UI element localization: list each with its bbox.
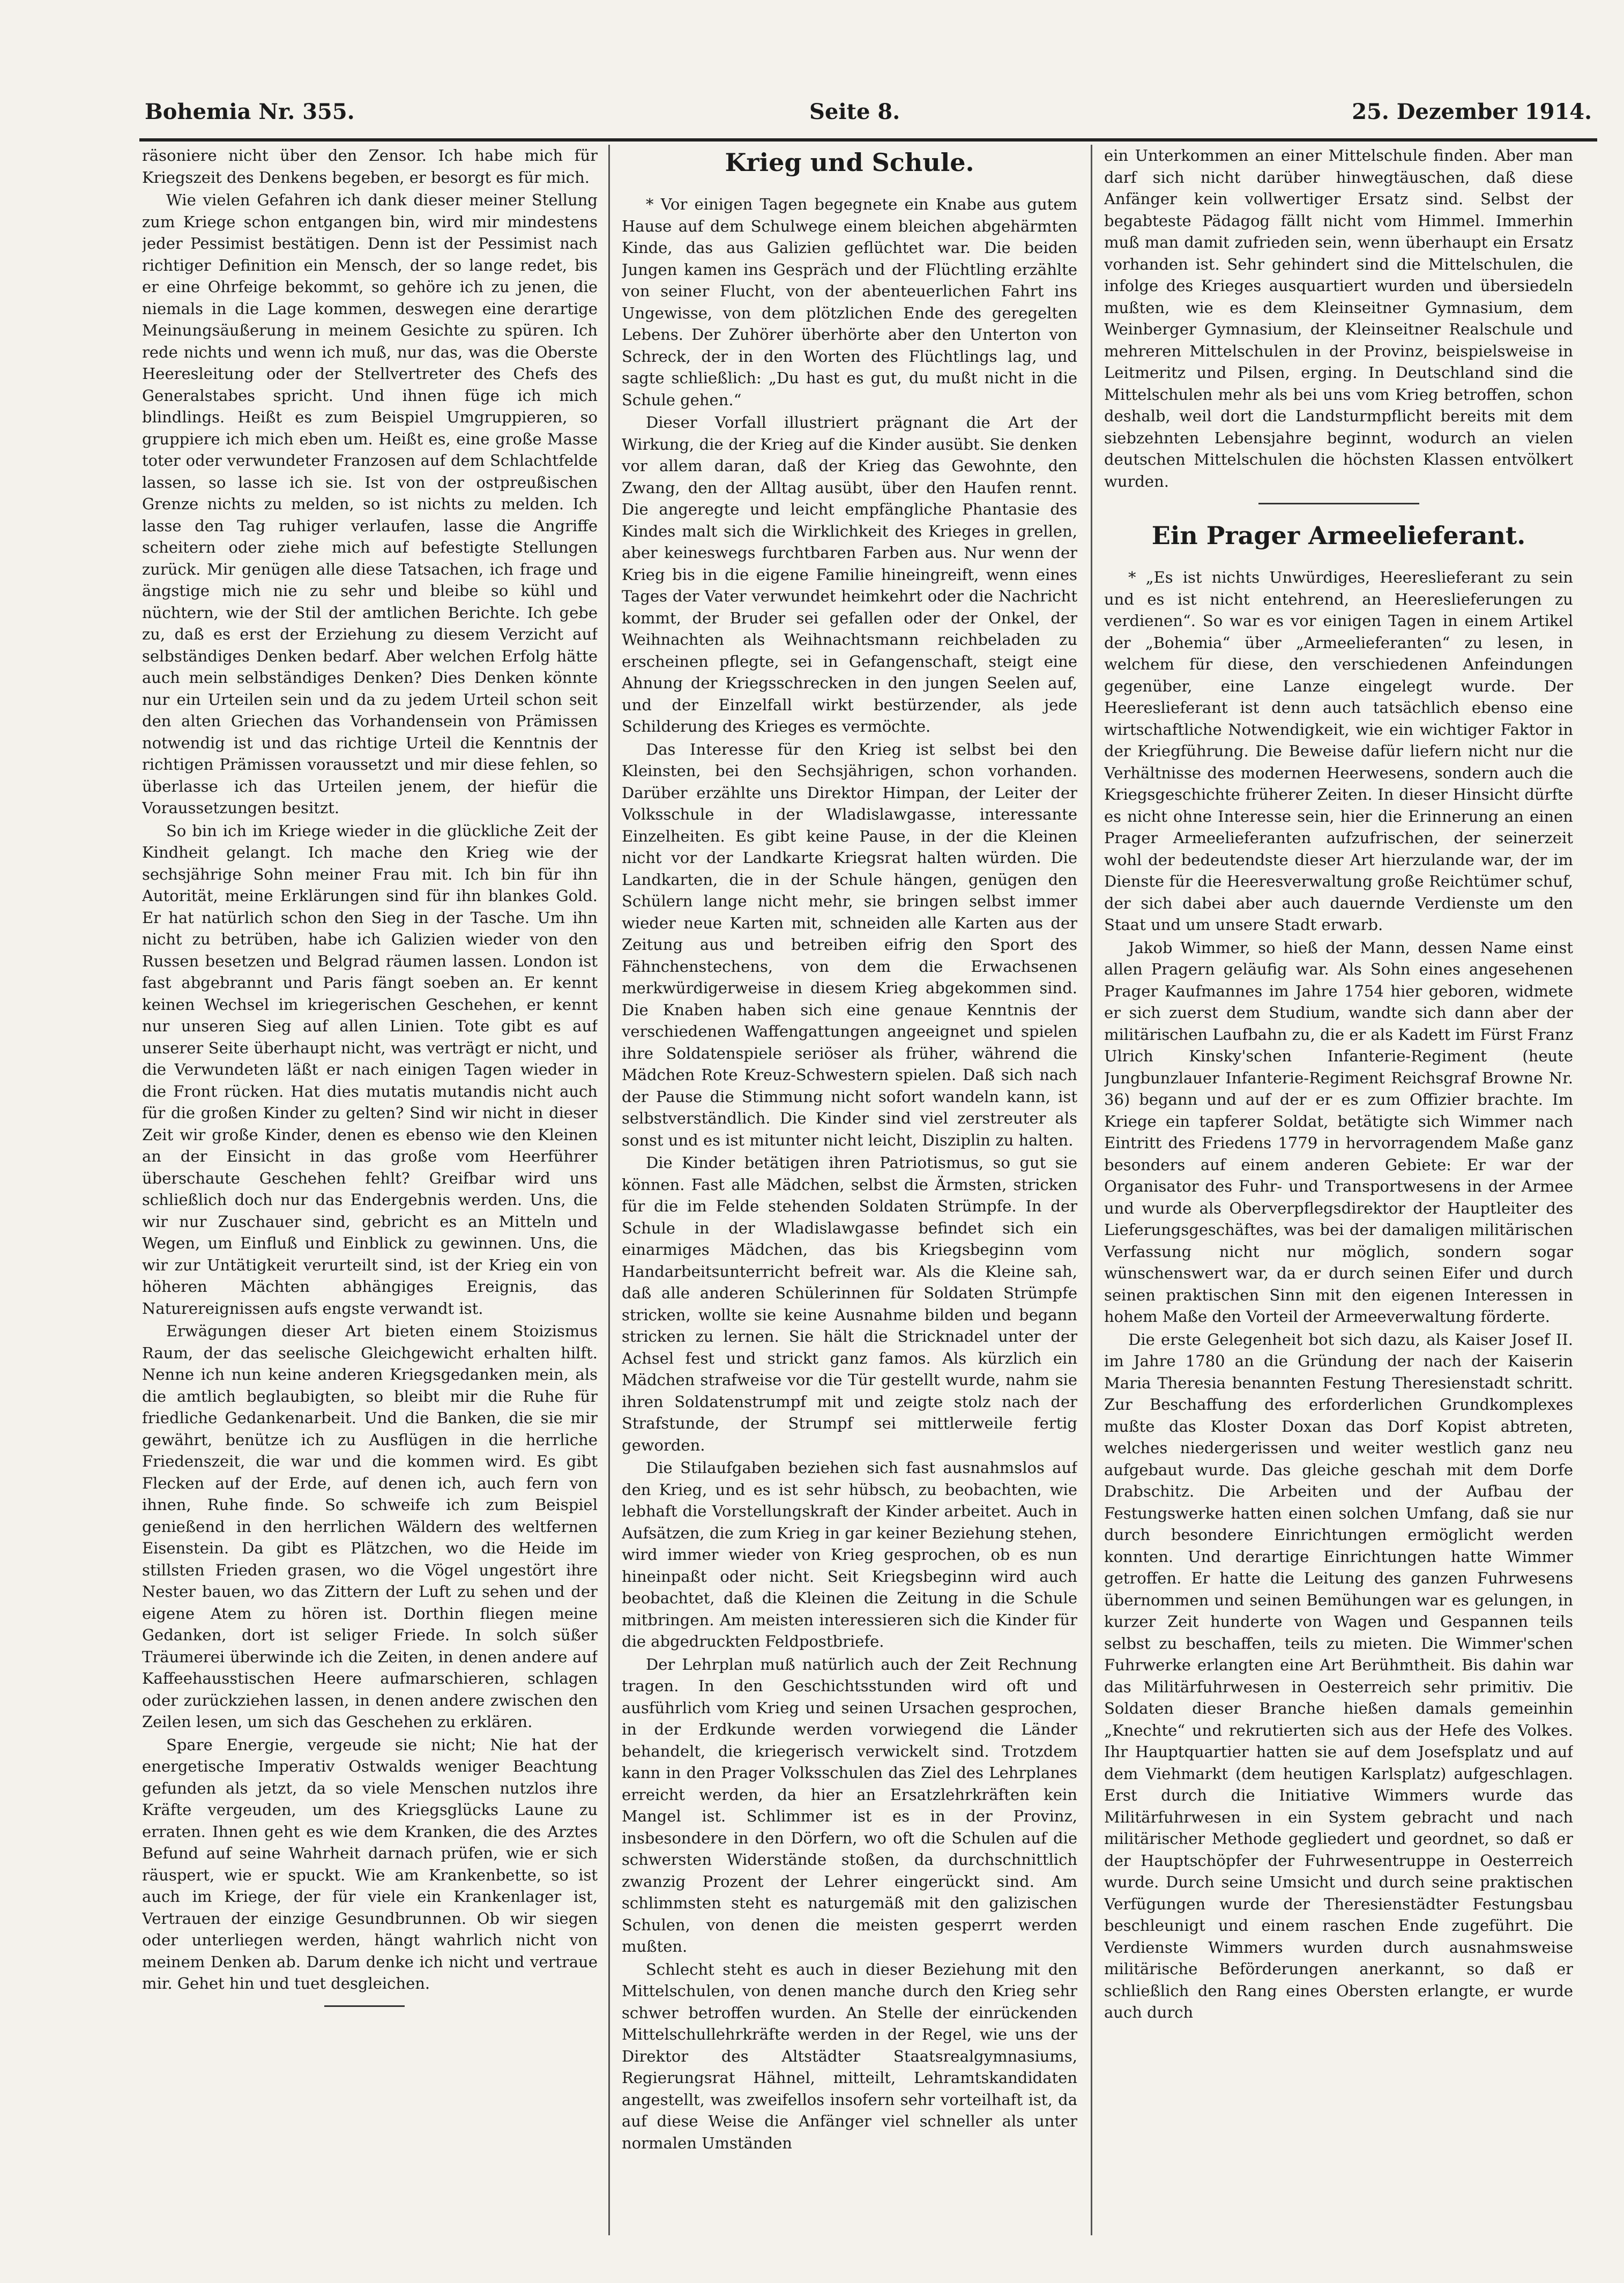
article-paragraph: Spare Energie, vergeude sie nicht; Nie hat der energetische Imperativ Ostwalds weniger Beachtung gefunden als jetzt, da so viele Menschen nutzlos ihre Kräfte vergeuden, um des Kriegsglücks Laune zu erraten. Ihnen geht es wie dem Kranken, die des Arztes Befund auf seine Wahrheit darnach prüfen, wie er sich räuspert, wie er spuckt. Wie am Krankenbette, so ist auch im Kriege, der für viele ein Krankenlager ist, Vertrauen der einzige Gesundbrunnen. Ob wir siegen oder unterliegen werden, hängt wahrlich nicht von meinem Denken ab. Darum denke ich nicht und vertraue mir. Gehet hin und tuet desgleichen. bbox=[142, 1735, 598, 1992]
column-divider bbox=[608, 145, 610, 2235]
article-paragraph: ein Unterkommen an einer Mittelschule finden. Aber man darf sich nicht darüber hinwegtäuschen, daß diese Anfänger kein vollwertiger Ersatz sind. Selbst der begabteste Pädagog fällt nicht vom Himmel. Immerhin muß man damit zufrieden sein, wenn überhaupt ein Ersatz vorhanden ist. Sehr gehindert sind die Mittelschulen, die infolge des Krieges ausquartiert wurden und übersiedeln mußten, wie es dem Kleinseitner Gymnasium, dem Weinberger Gymnasium, der Kleinseitner Realschule und mehreren Mittelschulen in der Provinz, beispielsweise in Leitmeritz und Pilsen, erging. In Deutschland sind die Mittelschulen mehr als bei uns vom Krieg betroffen, schon deshalb, weil dort die Landsturmpflicht bereits mit dem siebzehnten Lebensjahre beginnt, wodurch an vielen deutschen Mittelschulen die höchsten Klassen entvölkert wurden. bbox=[1104, 146, 1573, 490]
article-paragraph: Die Kinder betätigen ihren Patriotismus, so gut sie können. Fast alle Mädchen, selbst die Ärmsten, stricken für die im Felde stehenden Soldaten Strümpfe. In der Schule in der Wladislawgasse befindet sich ein einarmiges Mädchen, das bis Kriegsbeginn vom Handarbeitsunterricht befreit war. Als die Kleine sah, daß alle anderen Schülerinnen für Soldaten Strümpfe stricken, wollte sie keine Ausnahme bilden und begann stricken zu lernen. Sie hält die Stricknadel unter der Achsel fest und strickt ganz famos. Als kürzlich ein Mädchen strafweise vor die Tür gestellt wurde, nahm sie ihren Soldatenstrumpf mit und zeigte stolz nach der Strafstunde, der Strumpf sei mittlerweile fertig geworden. bbox=[622, 1154, 1077, 1454]
newspaper-issue: Bohemia Nr. 355. bbox=[145, 99, 355, 124]
end-rule bbox=[324, 2005, 405, 2007]
article-headline: Ein Prager Armeelieferant. bbox=[1151, 521, 1526, 550]
article-paragraph: räsoniere nicht über den Zensor. Ich habe mich für Kriegszeit des Denkens begeben, er besorgt es für mich. bbox=[142, 146, 598, 187]
page-number: Seite 8. bbox=[809, 99, 900, 124]
article-paragraph: Der Lehrplan muß natürlich auch der Zeit Rechnung tragen. In den Geschichtsstunden wird oft und ausführlich vom Krieg und seinen Ursachen gesprochen, in der Erdkunde werden vorwiegend die Länder behandelt, die kriegerisch verwickelt sind. Trotzdem kann in den Prager Volksschulen das Ziel des Lehrplanes erreicht werden, da hier an Ersatzlehrkräften kein Mangel ist. Schlimmer ist es in der Provinz, insbesondere in den Dörfern, wo oft die Schulen auf die schwersten Widerstände stoßen, da durchschnittlich zwanzig Prozent der Lehrer eingerückt sind. Am schlimmsten steht es naturgemäß mit den galizischen Schulen, von denen die meisten gesperrt werden mußten. bbox=[622, 1655, 1077, 1955]
article-paragraph: Jakob Wimmer, so hieß der Mann, dessen Name einst allen Pragern geläufig war. Als Sohn eines angesehenen Prager Kaufmannes im Jahre 1754 hier geboren, widmete er sich zuerst dem Studium, wandte sich dann aber der militärischen Laufbahn zu, die er als Kadett im Fürst Franz Ulrich Kinsky'schen Infanterie-Regiment (heute Jungbunzlauer Infanterie-Regiment Reichsgraf Browne Nr. 36) begann und auf der er es zum Offizier brachte. Im Kriege ein tapferer Soldat, betätigte sich Wimmer nach Eintritt des Friedens 1779 in hervorragendem Maße ganz besonders auf einem anderen Gebiete: Er war der Organisator des Fuhr- und Transportwesens in der Armee und wurde als Oberverpflegsdirektor der Hauptleiter des Lieferungsgeschäftes, was bei der damaligen militärischen Verfassung nicht nur möglich, sondern sogar wünschenswert war, da er durch seinen Eifer und durch seinen praktischen Sinn mit den eigenen Interessen in hohem Maße den Vorteil der Armeeverwaltung förderte. bbox=[1104, 938, 1573, 1326]
article-headline: Krieg und Schule. bbox=[725, 148, 974, 177]
issue-date: 25. Dezember 1914. bbox=[1352, 99, 1592, 124]
article-paragraph: So bin ich im Kriege wieder in die glückliche Zeit der Kindheit gelangt. Ich mache den Krieg wie der sechsjährige Sohn meiner Frau mit. Ich bin für ihn Autorität, meine Erklärungen sind für ihn blankes Gold. Er hat natürlich schon den Sieg in der Tasche. Um ihn nicht zu betrüben, habe ich Galizien wieder von den Russen besetzen und Belgrad räumen lassen. London ist fast abgebrannt und Paris fängt soeben an. Er kennt keinen Wechsel im kriegerischen Geschehen, er kennt nur unseren Sieg auf allen Linien. Tote gibt es auf unserer Seite überhaupt nicht, was verträgt er nicht, und die Verwundeten läßt er nach einigen Tagen wieder in die Front rücken. Hat dies mutatis mutandis nicht auch für die großen Kinder zu gelten? Sind wir nicht in dieser Zeit wir große Kinder, denen es ebenso wie den Kleinen an der Einsicht in das große vom Heerführer überschaute Geschehen fehlt? Greifbar wird uns schließlich doch nur das Endergebnis werden. Uns, die wir nur Zuschauer sind, gebricht es an Mitteln und Wegen, um Einfluß und Einblick zu gewinnen. Uns, die wir zur Untätigkeit verurteilt sind, ist der Krieg ein von höheren Mächten abhängiges Ereignis, das Naturereignissen aufs engste verwandt ist. bbox=[142, 821, 598, 1318]
article-paragraph: * Vor einigen Tagen begegnete ein Knabe aus gutem Hause auf dem Schulwege einem bleichen abgehärmten Kinde, das aus Galizien geflüchtet war. Die beiden Jungen kamen ins Gespräch und der Flüchtling erzählte von seiner Flucht, von der abenteuerlichen Fahrt ins Ungewisse, von dem plötzlichen Ende des geregelten Lebens. Der Zuhörer überhörte aber den Unterton von Schreck, der in den Worten des Flüchtlings lag, und sagte schließlich: „Du hast es gut, du mußt nicht in die Schule gehen.“ bbox=[622, 195, 1077, 409]
article-paragraph: Dieser Vorfall illustriert prägnant die Art der Wirkung, die der Krieg auf die Kinder ausübt. Sie denken vor allem daran, daß der Krieg das Gewohnte, den Zwang, den der Alltag ausübt, über den Haufen rennt. Die angeregte und leicht empfängliche Phantasie des Kindes malt sich die Wirklichkeit des Krieges in grellen, aber keineswegs furchtbaren Farben aus. Nur wenn der Krieg bis in die eigene Familie hineingreift, wenn eines Tages der Vater verwundet heimkehrt oder die Nachricht kommt, der Bruder sei gefallen oder der Onkel, der Weihnachten als Weihnachtsmann reichbeladen zu erscheinen pflegte, sei in Gefangenschaft, steigt eine Ahnung der Kriegsschrecken in den jungen Seelen auf, und der Einzelfall wirkt bestürzender, als jede Schilderung des Krieges es vermöchte. bbox=[622, 413, 1077, 735]
column-divider bbox=[1091, 145, 1092, 2235]
article-paragraph: Erwägungen dieser Art bieten einem Stoizismus Raum, der das seelische Gleichgewicht erhalten hilft. Nenne ich nun keine anderen Kriegsgedanken mein, als die amtlich beglaubigten, so bleibt mir die Ruhe für friedliche Gedankenarbeit. Und die Banken, die sie mir gewährt, benütze ich zu Ausflügen in die herrliche Friedenszeit, die war und die kommen wird. Es gibt Flecken auf der Erde, auf denen ich, auch fern von ihnen, Ruhe finde. So schweife ich zum Beispiel genießend in den herrlichen Wäldern des weltfernen Eisenstein. Da gibt es Plätzchen, wo die Heide im stillsten Frieden grasen, wo die Vögel ungestört ihre Nester bauen, wo das Zittern der Luft zu sehen und der eigene Atem zu hören ist. Dorthin fliegen meine Gedanken, dort ist seliger Friede. In solch süßer Träumerei überwinde ich die Zeiten, in denen andere auf Kaffeehausstischen Heere aufmarschieren, schlagen oder zurückziehen lassen, in denen andere zwischen den Zeilen lesen, um sich das Geschehen zu erklären. bbox=[142, 1322, 598, 1731]
article-paragraph: * „Es ist nichts Unwürdiges, Heereslieferant zu sein und es ist nicht entehrend, an Heereslieferungen zu verdienen“. So war es vor einigen Tagen in einem Artikel der „Bohemia“ über „Armeelieferanten“ zu lesen, in welchem für diese, den verschiedenen Anfeindungen gegenüber, eine Lanze eingelegt wurde. Der Heereslieferant ist denn auch tatsächlich ebenso eine wirtschaftliche Notwendigkeit, wie ein wichtiger Faktor in der Kriegführung. Die Beweise dafür liefern nicht nur die Verhältnisse des modernen Heerwesens, sondern auch die Kriegsgeschichte früherer Zeiten. In dieser Hinsicht dürfte es nicht ohne Interesse sein, hier die Erinnerung an einen Prager Armeelieferanten aufzufrischen, der seinerzeit wohl der bedeutendste dieser Art hierzulande war, der im Dienste für die Heeresverwaltung große Reichtümer schuf, der sich dabei aber auch dauernde Verdienste um den Staat und um unsere Stadt erwarb. bbox=[1104, 568, 1573, 934]
column-3 bbox=[1104, 145, 1573, 2235]
page-header bbox=[145, 94, 1592, 137]
article-paragraph: Die erste Gelegenheit bot sich dazu, als Kaiser Josef II. im Jahre 1780 an die Gründung der nach der Kaiserin Maria Theresia benannten Festung Theresienstadt schritt. Zur Beschaffung des erforderlichen Grundkomplexes mußte das Kloster Doxan das Dorf Kopist abtreten, welches niedergerissen und weiter westlich ganz neu aufgebaut wurde. Das gleiche geschah mit dem Dorfe Drabschitz. Die Arbeiten und der Aufbau der Festungswerke hatten einen solchen Umfang, daß sie nur durch besondere Einrichtungen ermöglicht werden konnten. Und derartige Einrichtungen hatte Wimmer getroffen. Er hatte die Leitung des ganzen Fuhrwesens übernommen und seinen Bemühungen war es gelungen, in kurzer Zeit hunderte von Wagen und Gespannen teils selbst zu beschaffen, teils zu mieten. Die Wimmer'schen Fuhrwerke erlangten eine Art Berühmtheit. Bis dahin war das Militärfuhrwesen in Oesterreich sehr primitiv. Die Soldaten dieser Branche hießen damals gemeinhin „Knechte“ und rekrutierten sich aus der Hefe des Volkes. Ihr Hauptquartier hatten sie auf dem Josefsplatz und auf dem Viehmarkt (dem heutigen Karlsplatz) aufgeschlagen. Erst durch die Initiative Wimmers wurde das Militärfuhrwesen in ein System gebracht und nach militärischer Methode gegliedert und geordnet, so daß er der Hauptschöpfer der Fuhrwesentruppe in Oesterreich wurde. Durch seine Umsicht und durch seine praktischen Verfügungen wurde der Theresienstädter Festungsbau beschleunigt und einem raschen Ende zugeführt. Die Verdienste Wimmers wurden durch ausnahmsweise militärische Beförderungen anerkannt, so daß er schließlich den Rang eines Obersten erlangte, er wurde auch durch bbox=[1104, 1330, 1573, 2021]
article-paragraph: Schlecht steht es auch in dieser Beziehung mit den Mittelschulen, von denen manche durch den Krieg sehr schwer betroffen wurden. An Stelle der einrückenden Mittelschullehrkräfte werden in der Regel, wie uns der Direktor des Altstädter Staatsrealgymnasiums, Regierungsrat Hähnel, mitteilt, Lehramtskandidaten angestellt, was zweifellos insofern sehr vorteilhaft ist, da auf diese Weise die Anfänger viel schneller als unter normalen Umständen bbox=[622, 1960, 1077, 2152]
column-2 bbox=[622, 145, 1077, 2235]
article-separator bbox=[1258, 503, 1419, 504]
article-paragraph: Das Interesse für den Krieg ist selbst bei den Kleinsten, bei den Sechsjährigen, schon vorhanden. Darüber erzählte uns Direktor Himpan, der Leiter der Volksschule in der Wladislawgasse, interessante Einzelheiten. Es gibt keine Pause, in der die Kleinen nicht vor der Landkarte Kriegsrat halten würden. Die Landkarten, die in der Schule hängen, genügen den Schülern lange nicht mehr, sie bringen selbst immer wieder neue Karten mit, schneiden alle Karten aus der Zeitung aus und betreiben eifrig den Sport des Fähnchenstechens, von dem die Erwachsenen merkwürdigerweise in diesem Krieg abgekommen sind. Die Knaben haben sich eine genaue Kenntnis der verschiedenen Waffengattungen angeeignet und spielen ihre Soldatenspiele seriöser als früher, während die Mädchen Rote Kreuz-Schwestern spielen. Daß sich nach der Pause die Stimmung nicht sofort wandeln kann, ist selbstverständlich. Die Kinder sind viel zerstreuter als sonst und es ist mitunter nicht leicht, Disziplin zu halten. bbox=[622, 740, 1077, 1149]
article-paragraph: Wie vielen Gefahren ich dank dieser meiner Stellung zum Kriege schon entgangen bin, wird mir mindestens jeder Pessimist bestätigen. Denn ist der Pessimist nach richtiger Definition ein Mensch, der so lange redet, bis er eine Ohrfeige bekommt, so gehöre ich zu jenen, die niemals in die Lage kommen, deswegen eine derartige Meinungsäußerung in meinem Gesichte zu spüren. Ich rede nichts und wenn ich muß, nur das, was die Oberste Heeresleitung oder der Stellvertreter des Chefs des Generalstabes spricht. Und ihnen füge ich mich blindlings. Heißt es zum Beispiel Umgruppieren, so gruppiere ich mich eben um. Heißt es, eine große Masse toter oder verwundeter Franzosen auf dem Schlachtfelde lassen, so lasse ich sie. Ist von der ostpreußischen Grenze nichts zu melden, so ist nichts zu melden. Ich lasse den Tag ruhiger verlaufen, lasse die Angriffe scheitern oder ziehe mich auf befestigte Stellungen zurück. Mir genügen alle diese Tatsachen, ich frage und ängstige mich nie zu sehr und bleibe so kühl und nüchtern, wie der Stil der amtlichen Berichte. Ich gebe zu, daß es erst der Erziehung zu diesem Verzicht auf selbständiges Denken bedarf. Aber welchen Erfolg hätte auch mein selbständiges Denken? Dies Denken könnte nur ein Urteilen sein und da zu jedem Urteil schon seit den alten Griechen das Vorhandensein von Prämissen notwendig ist und das richtige Urteil die Kenntnis der richtigen Prämissen voraussetzt und mir diese fehlen, so überlasse ich das Urteilen jenem, der hiefür die Voraussetzungen besitzt. bbox=[142, 191, 598, 817]
article-paragraph: Die Stilaufgaben beziehen sich fast ausnahmslos auf den Krieg, und es ist sehr hübsch, zu beobachten, wie lebhaft die Vorstellungskraft der Kinder arbeitet. Auch in Aufsätzen, die zum Krieg in gar keiner Beziehung stehen, wird immer wieder von Krieg gesprochen, ob es nun hineinpaßt oder nicht. Seit Kriegsbeginn wird auch beobachtet, daß die Kleinen die Zeitung in die Schule mitbringen. Am meisten interessieren sich die Kinder für die abgedruckten Feldpostbriefe. bbox=[622, 1459, 1077, 1650]
column-1 bbox=[142, 145, 598, 2235]
header-rule bbox=[139, 138, 1597, 142]
